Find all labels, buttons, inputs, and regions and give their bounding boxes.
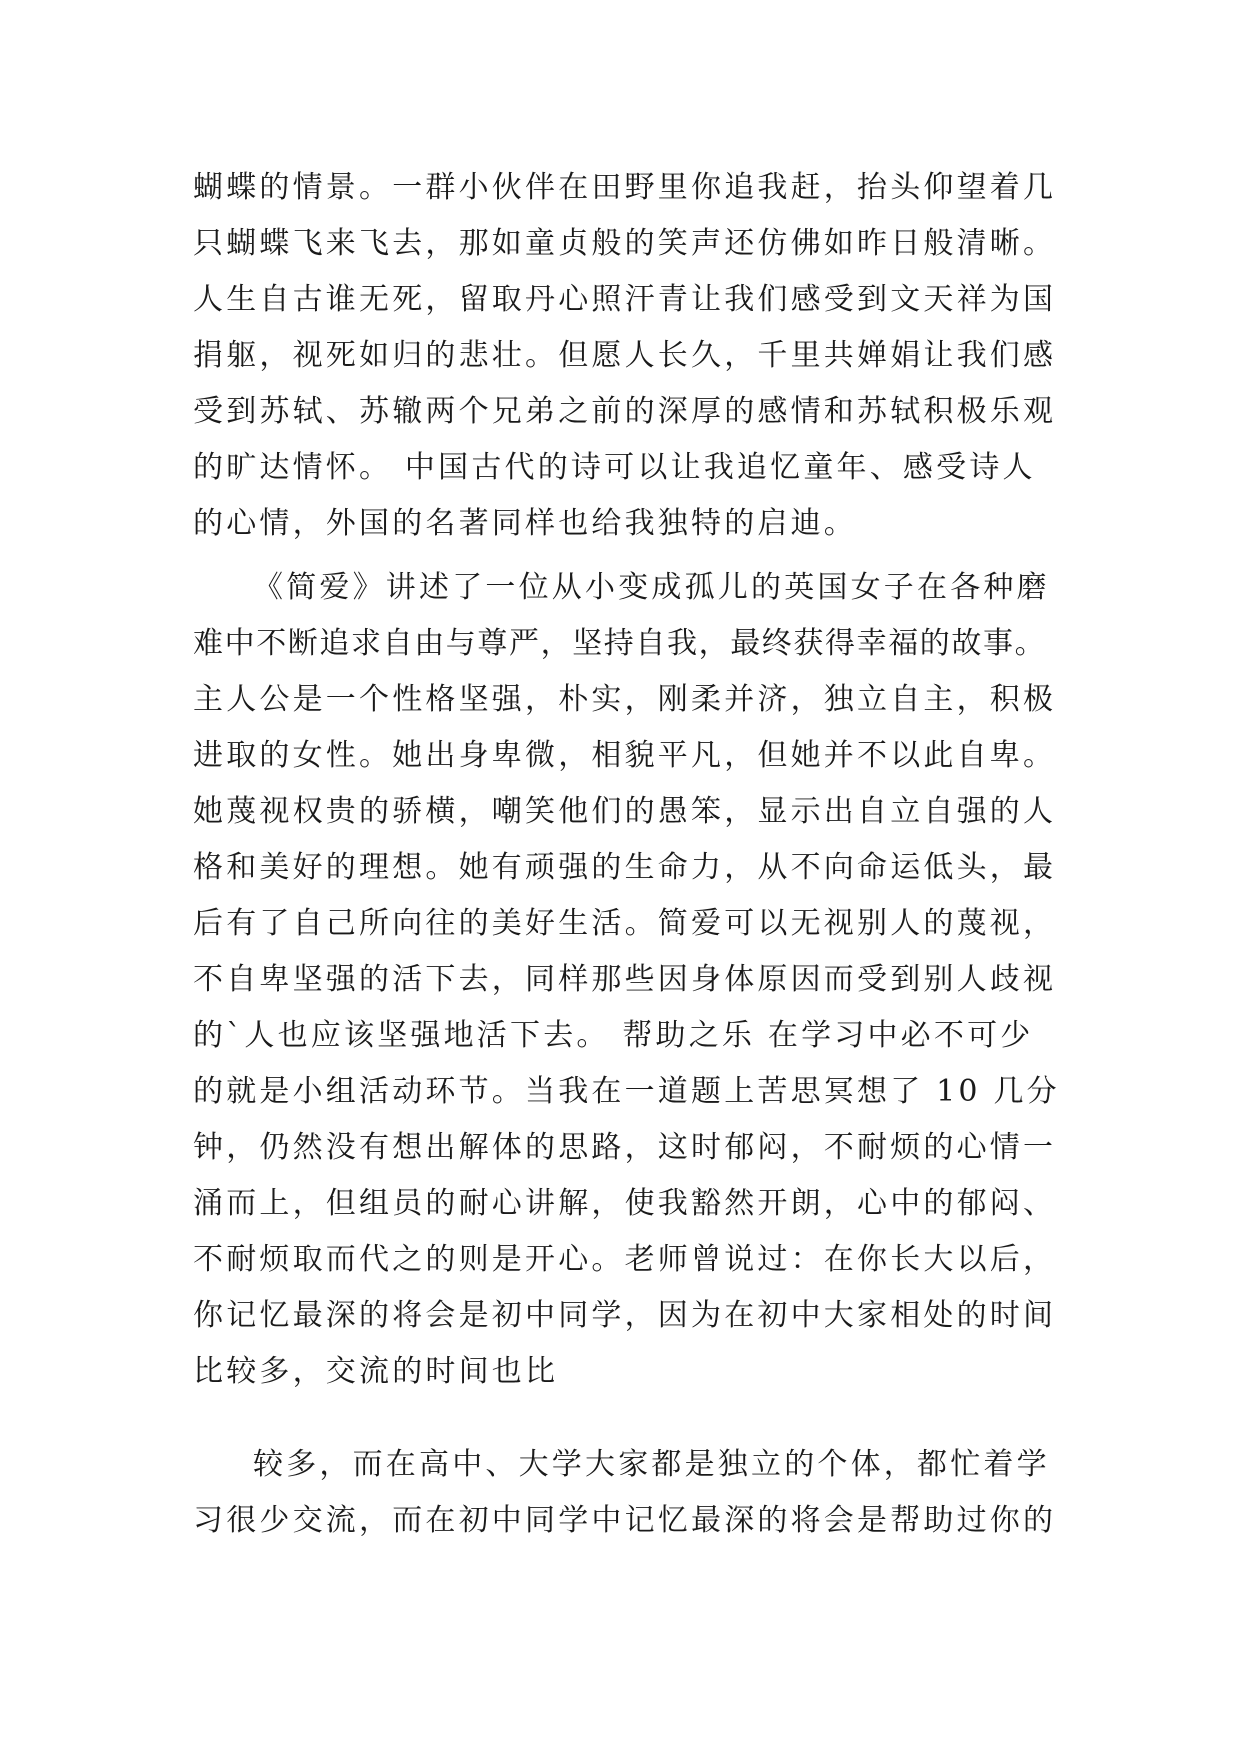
paragraph-3 (193, 1437, 1063, 1549)
text-line: 的心情，外国的名著同样也给我独特的启迪。 (193, 506, 857, 541)
text-line: 你记忆最深的将会是初中同学，因为在初中大家相处的时间 (193, 1298, 1057, 1333)
text-line: 不自卑坚强的活下去，同样那些因身体原因而受到别人歧视 (193, 962, 1057, 997)
paragraph-1 (193, 160, 1063, 552)
text-line: 的旷达情怀。 中国古代的诗可以让我追忆童年、感受诗人 (193, 450, 1036, 485)
text-line: 《简爱》讲述了一位从小变成孤儿的英国女子在各种磨 (253, 570, 1050, 605)
text-line: 难中不断追求自由与尊严，坚持自我，最终获得幸福的故事。 (193, 626, 1047, 661)
text-line: 她蔑视权贵的骄横，嘲笑他们的愚笨，显示出自立自强的人 (193, 794, 1057, 829)
text-line: 捐躯，视死如归的悲壮。但愿人长久，千里共婵娟让我们感 (193, 338, 1057, 373)
text-line: 的就是小组活动环节。当我在一道题上苦思冥想了 10 几分 (193, 1074, 1060, 1109)
text-line: 人生自古谁无死，留取丹心照汗青让我们感受到文天祥为国 (193, 282, 1057, 317)
paragraph-2 (193, 560, 1063, 1400)
text-line: 后有了自己所向往的美好生活。简爱可以无视别人的蔑视， (193, 906, 1057, 941)
text-line: 比较多，交流的时间也比 (193, 1354, 559, 1389)
text-line: 受到苏轼、苏辙两个兄弟之前的深厚的感情和苏轼积极乐观 (193, 394, 1057, 429)
text-line: 涌而上，但组员的耐心讲解，使我豁然开朗，心中的郁闷、 (193, 1186, 1057, 1221)
text-line: 主人公是一个性格坚强，朴实，刚柔并济，独立自主，积极 (193, 682, 1057, 717)
text-line: 钟，仍然没有想出解体的思路，这时郁闷，不耐烦的心情一 (193, 1130, 1057, 1165)
text-line: 不耐烦取而代之的则是开心。老师曾说过：在你长大以后， (193, 1242, 1057, 1277)
text-line: 习很少交流，而在初中同学中记忆最深的将会是帮助过你的 (193, 1503, 1057, 1538)
text-line: 蝴蝶的情景。一群小伙伴在田野里你追我赶，抬头仰望着几 (193, 170, 1057, 205)
text-line: 较多，而在高中、大学大家都是独立的个体，都忙着学 (253, 1447, 1050, 1482)
text-line: 的`人也应该坚强地活下去。 帮助之乐 在学习中必不可少 (193, 1018, 1034, 1053)
text-line: 进取的女性。她出身卑微，相貌平凡，但她并不以此自卑。 (193, 738, 1057, 773)
text-line: 只蝴蝶飞来飞去，那如童贞般的笑声还仿佛如昨日般清晰。 (193, 226, 1057, 261)
text-line: 格和美好的理想。她有顽强的生命力，从不向命运低头，最 (193, 850, 1057, 885)
